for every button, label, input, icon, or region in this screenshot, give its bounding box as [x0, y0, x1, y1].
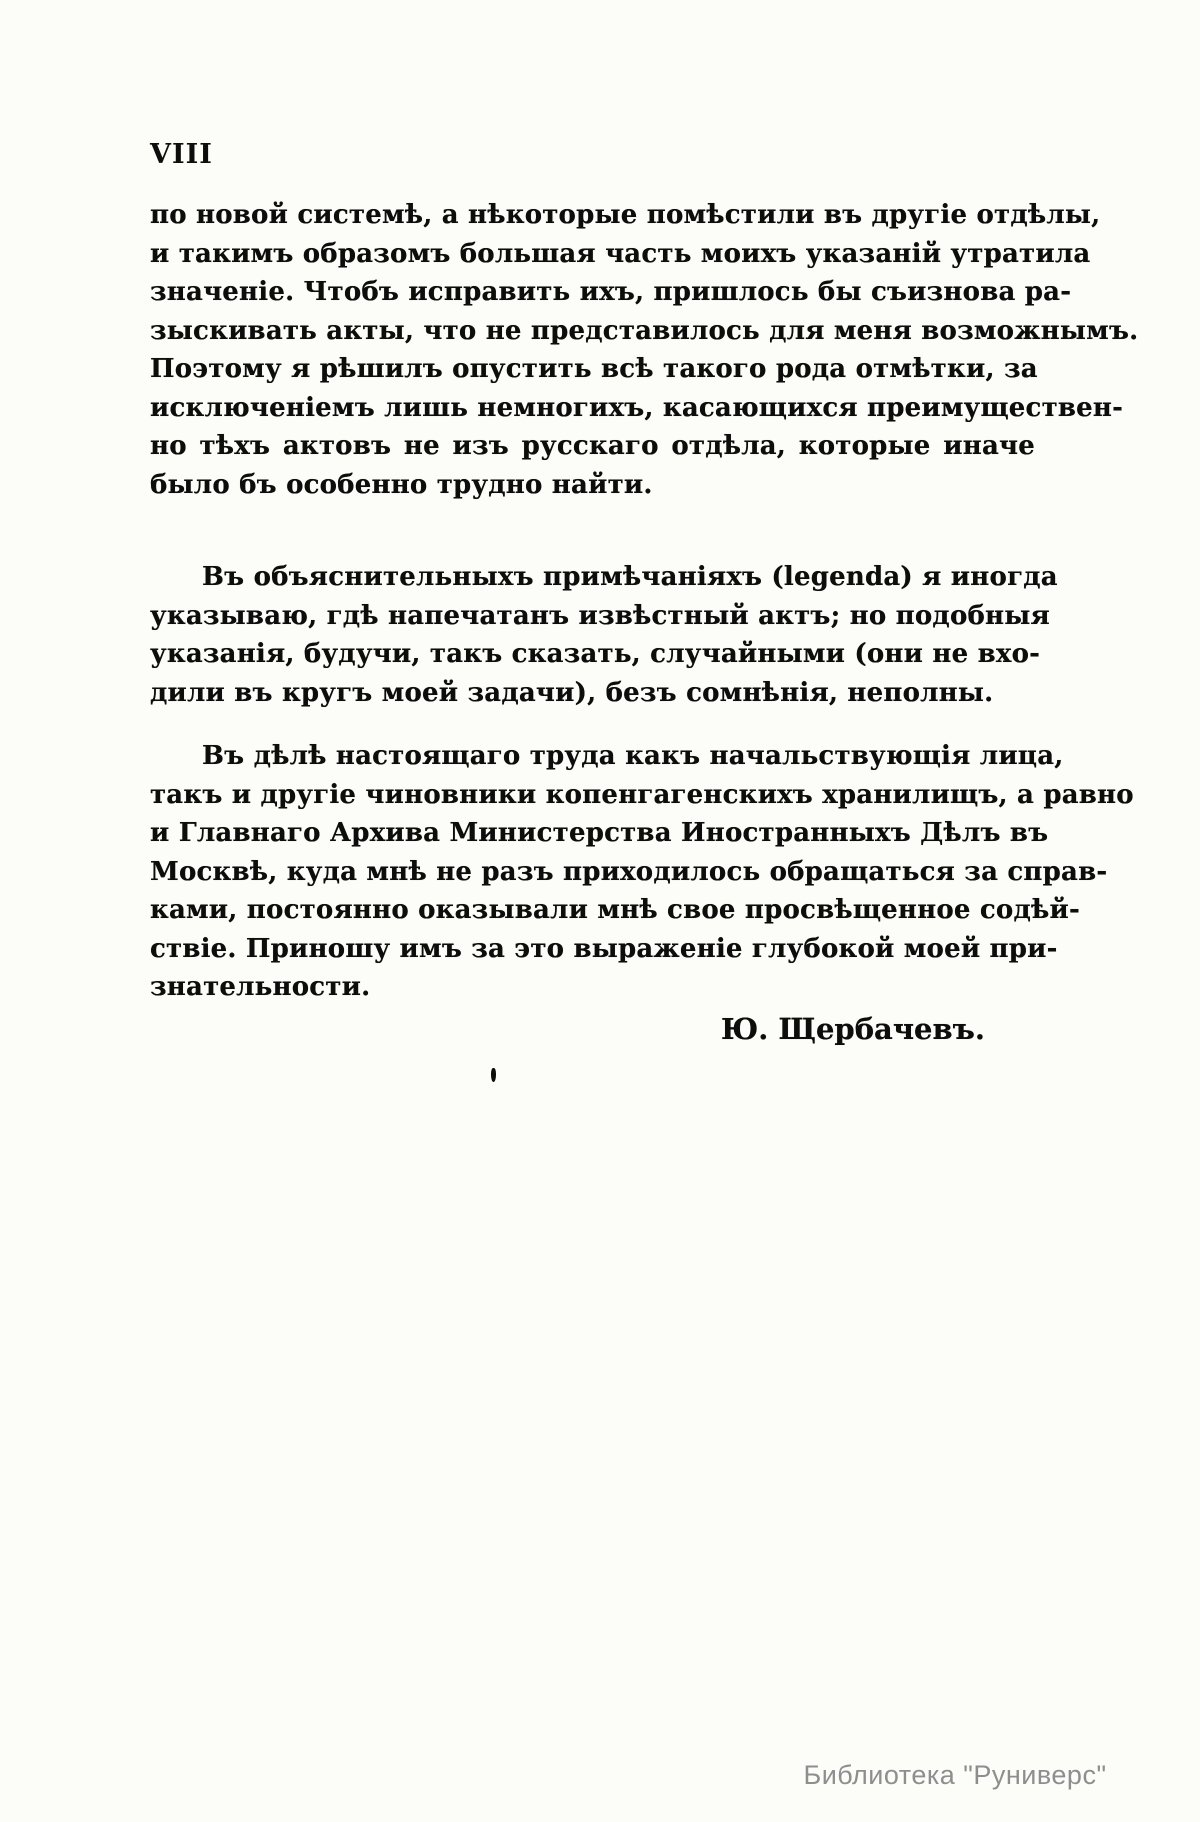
text-line: но тѣхъ актовъ не изъ русскаго отдѣла, которые иначе	[150, 431, 1035, 461]
text-line: и Главнаго Архива Министерства Иностранныхъ Дѣлъ въ	[150, 818, 1049, 848]
text-block	[150, 139, 1139, 1047]
text-line: знательности.	[150, 972, 371, 1002]
text-line: Поэтому я рѣшилъ опустить всѣ такого рода отмѣтки, за	[150, 354, 1038, 384]
text-line: значеніе. Чтобъ исправить ихъ, пришлось бы съизнова ра-	[150, 277, 1072, 307]
paragraph-1	[150, 196, 1139, 504]
text-line: зыскивать акты, что не представилось для меня возможнымъ.	[150, 315, 1139, 346]
text-line: дили въ кругъ моей задачи), безъ сомнѣнія, неполны.	[150, 677, 994, 708]
text-line: ками, постоянно оказывали мнѣ свое просвѣщенное содѣй-	[150, 895, 1080, 925]
author-signature: Ю. Щербачевъ.	[720, 1011, 985, 1046]
text-line: и такимъ образомъ большая часть моихъ указаній утратила	[150, 238, 1091, 269]
paragraph-2	[150, 558, 1058, 712]
text-line: указанія, будучи, такъ сказать, случайными (они не вхо-	[150, 639, 1041, 669]
page-number: VIII	[150, 139, 213, 170]
text-line: Въ дѣлѣ настоящаго труда какъ начальствующія лица,	[202, 741, 1064, 771]
text-line: Въ объяснительныхъ примѣчаніяхъ (legenda) я иногда	[202, 562, 1058, 592]
text-line: Москвѣ, куда мнѣ не разъ приходилось обращаться за справ-	[150, 856, 1108, 887]
library-watermark: Библиотека "Руниверс"	[803, 1760, 1107, 1790]
text-line: по новой системѣ, а нѣкоторые помѣстили въ другіе отдѣлы,	[150, 200, 1101, 230]
text-line: ствіе. Приношу имъ за это выраженіе глубокой моей при-	[150, 933, 1058, 964]
paragraph-3	[150, 737, 1134, 1007]
text-line: было бъ особенно трудно найти.	[150, 469, 653, 500]
text-line: такъ и другіе чиновники копенгагенскихъ хранилищъ, а равно	[150, 779, 1134, 810]
text-line: исключеніемъ лишь немногихъ, касающихся преимуществен-	[150, 392, 1124, 423]
text-line: указываю, гдѣ напечатанъ извѣстный актъ; но подобныя	[150, 600, 1050, 631]
ink-speck	[491, 1068, 496, 1082]
